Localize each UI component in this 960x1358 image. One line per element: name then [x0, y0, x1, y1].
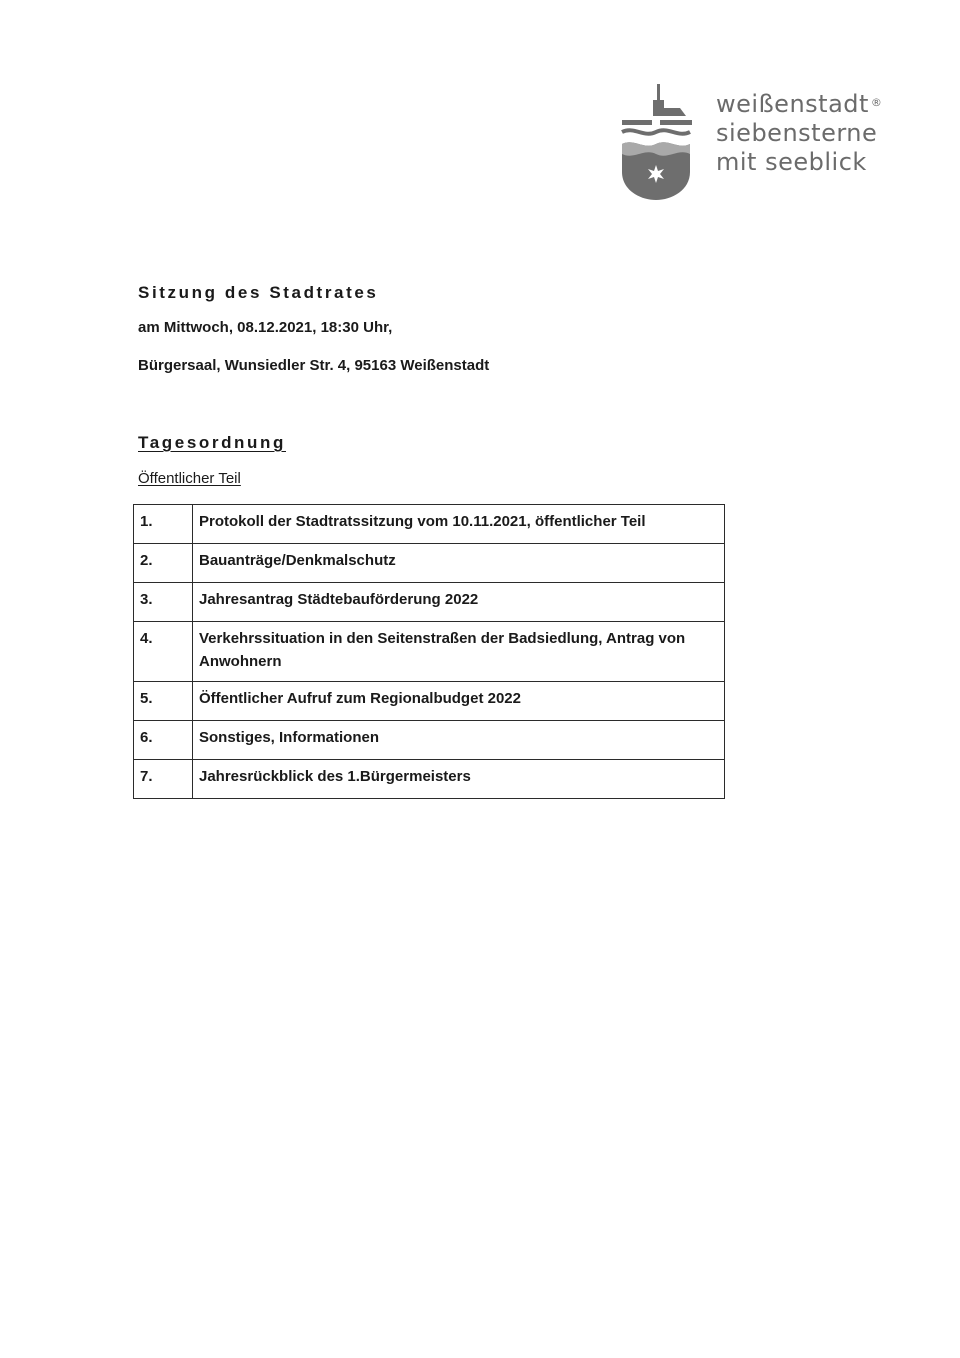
table-row: [134, 721, 725, 760]
item-text: Jahresantrag Städtebauförderung 2022: [193, 583, 725, 622]
meeting-location: Bürgersaal, Wunsiedler Str. 4, 95163 Weißenstadt: [138, 357, 490, 374]
document-title: Sitzung des Stadtrates: [138, 283, 379, 302]
table-row: [134, 544, 725, 583]
meeting-date: am Mittwoch, 08.12.2021, 18:30 Uhr,: [138, 319, 393, 336]
logo: [620, 82, 920, 204]
item-number: 6.: [134, 721, 193, 760]
item-text: Bauanträge/Denkmalschutz: [193, 544, 725, 583]
item-number: 5.: [134, 682, 193, 721]
item-text: Sonstiges, Informationen: [193, 721, 725, 760]
item-text: Öffentlicher Aufruf zum Regionalbudget 2022: [193, 682, 725, 721]
item-number: 1.: [134, 505, 193, 544]
item-text: Protokoll der Stadtratssitzung vom 10.11.2021, öffentlicher Teil: [193, 505, 725, 544]
item-number: 3.: [134, 583, 193, 622]
item-number: 2.: [134, 544, 193, 583]
table-row: [134, 682, 725, 721]
item-text: Verkehrssituation in den Seitenstraßen der Badsiedlung, Antrag von Anwohnern: [193, 622, 725, 682]
agenda-title: Tagesordnung: [138, 433, 286, 452]
logo-line-2: siebensterne: [716, 119, 878, 147]
table-row: [134, 505, 725, 544]
agenda-table: [133, 504, 725, 799]
table-row: [134, 583, 725, 622]
logo-line-3: mit seeblick: [716, 148, 867, 176]
item-number: 7.: [134, 760, 193, 799]
table-row: [134, 622, 725, 682]
city-crest-icon: [620, 82, 692, 202]
section-title: Öffentlicher Teil: [138, 470, 241, 487]
item-number: 4.: [134, 622, 193, 682]
table-row: [134, 760, 725, 799]
logo-wordmark: [716, 90, 882, 177]
item-text: Jahresrückblick des 1.Bürgermeisters: [193, 760, 725, 799]
logo-line-1: weißenstadt: [716, 90, 869, 118]
registered-mark: ®: [870, 96, 883, 109]
